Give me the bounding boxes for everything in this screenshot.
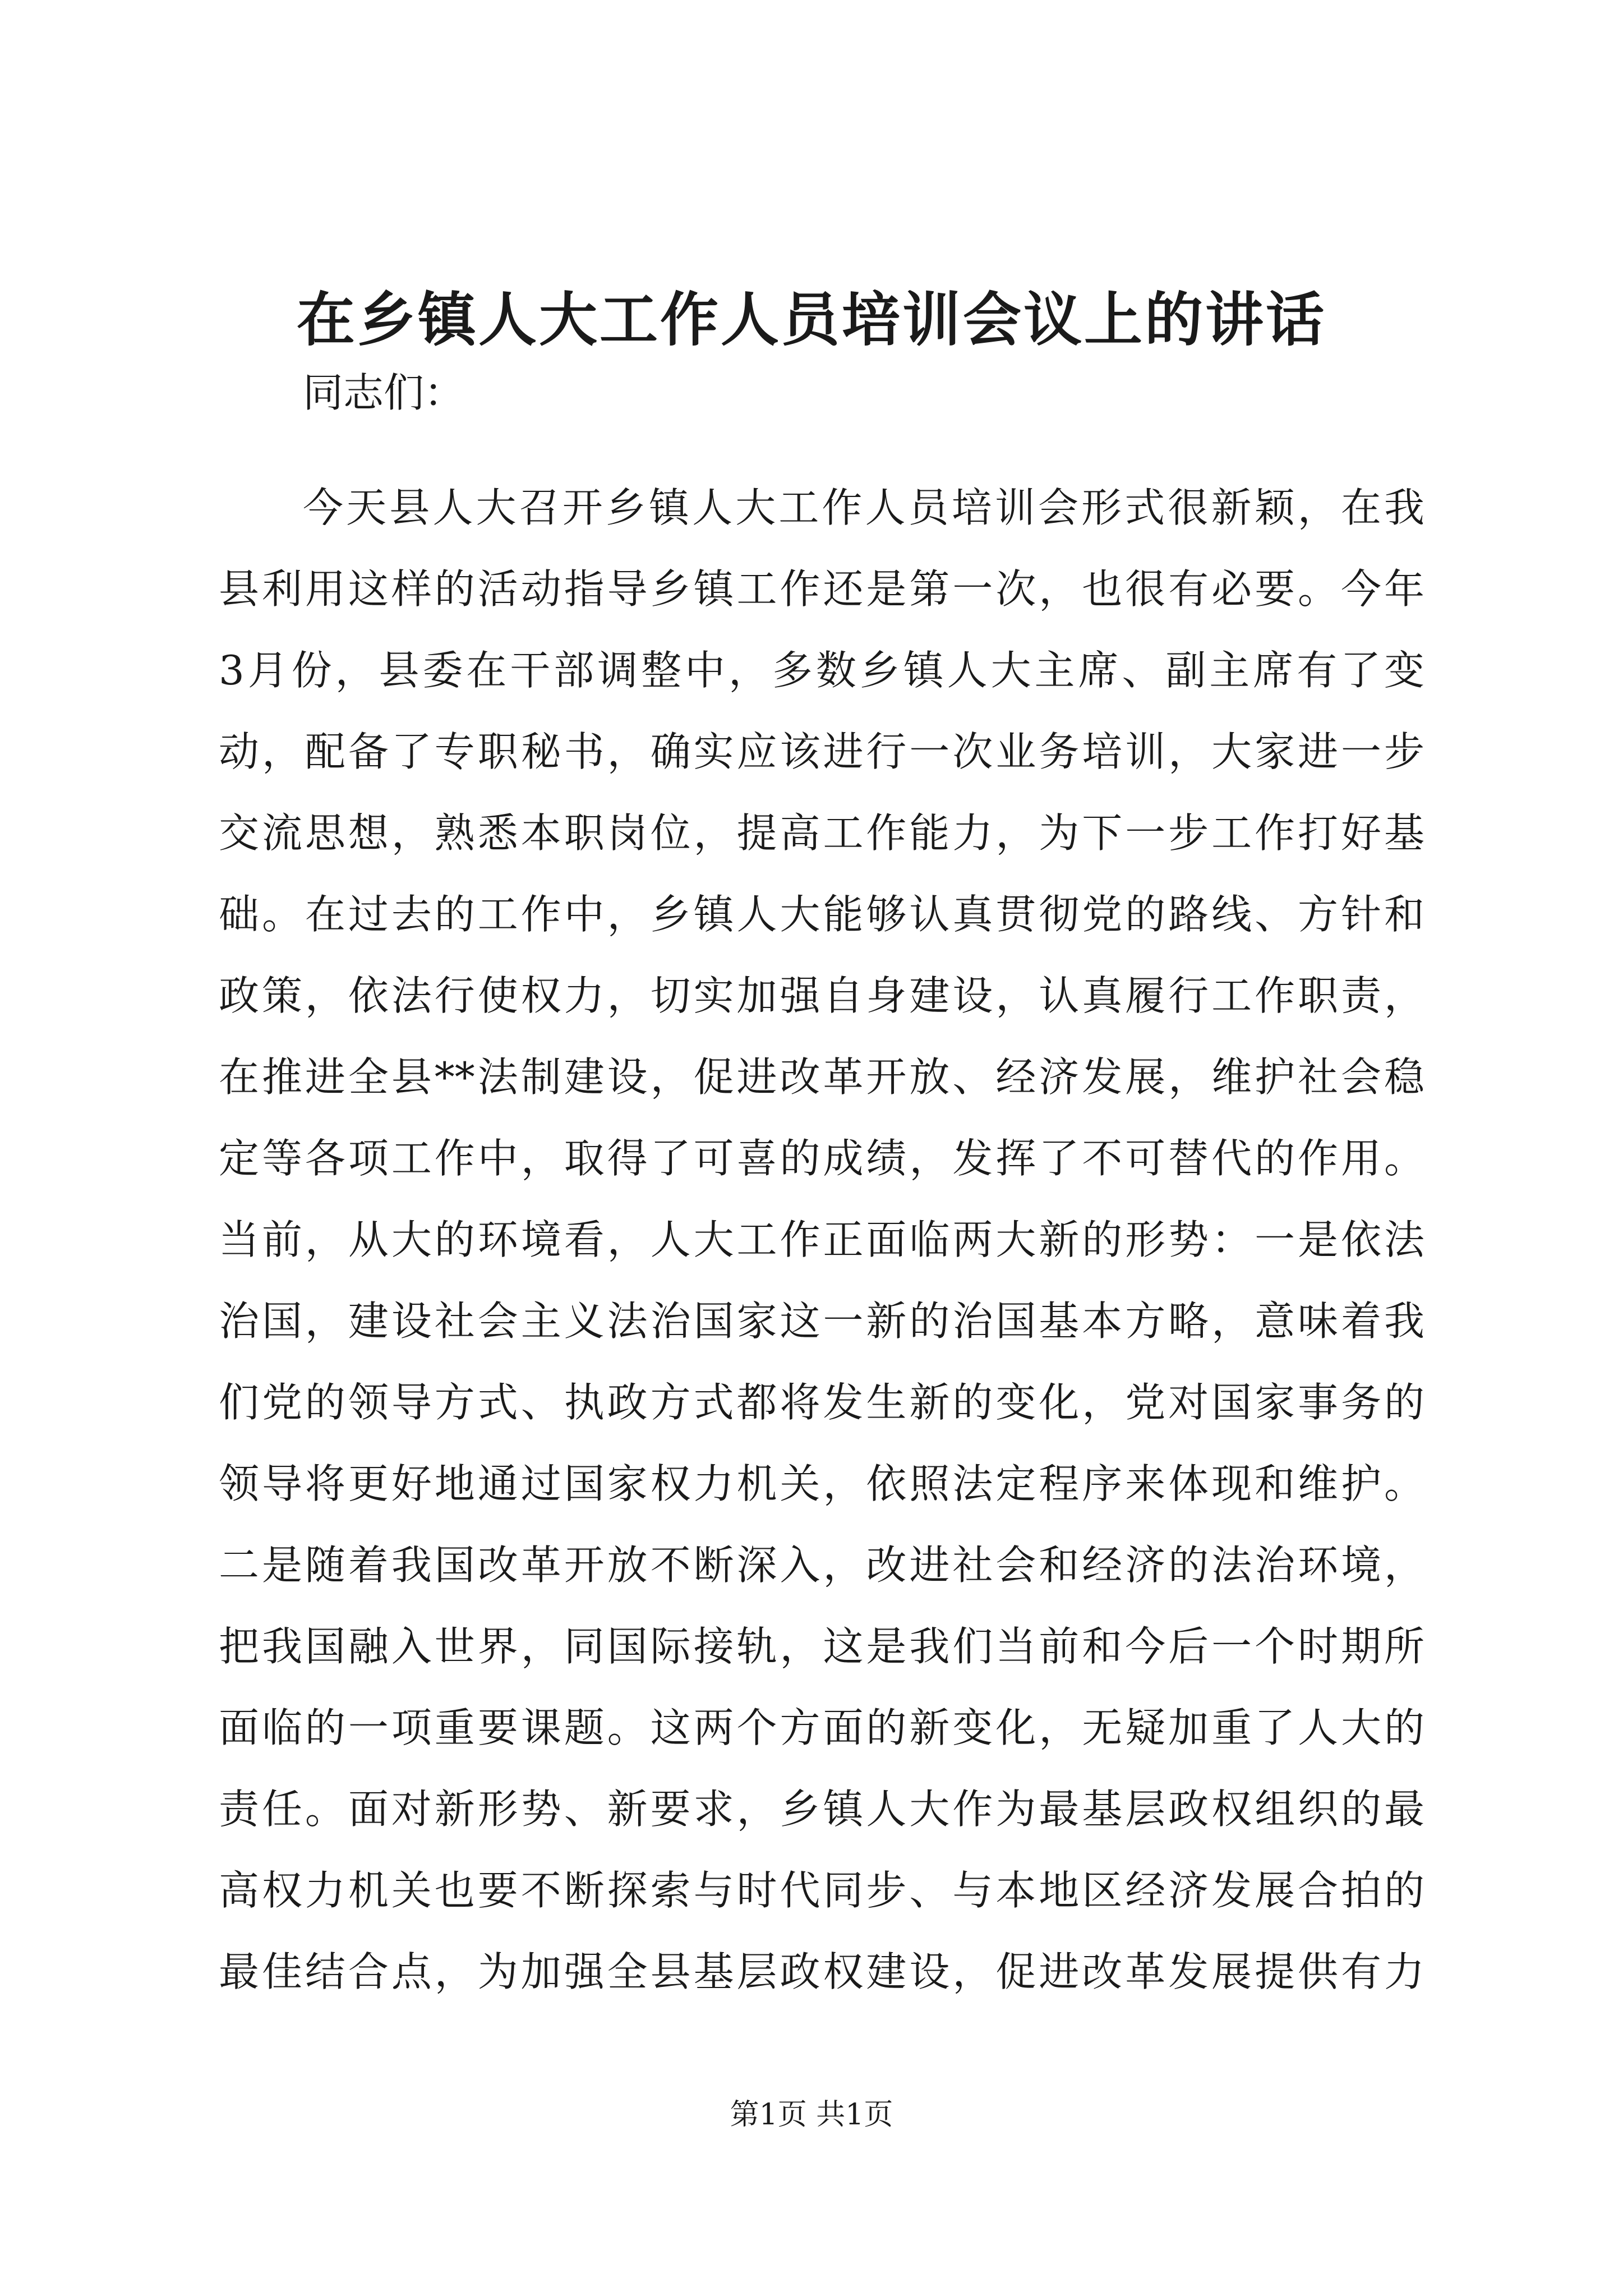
body-line: 治国，建设社会主义法治国家这一新的治国基本方略，意味着我: [219, 1297, 1424, 1345]
body-line: 今天县人大召开乡镇人大工作人员培训会形式很新颖，在我: [303, 484, 1424, 531]
salutation: 同志们：: [303, 369, 465, 416]
body-line: 二是随着我国改革开放不断深入，改进社会和经济的法治环境，: [219, 1542, 1424, 1589]
body-line: 把我国融入世界，同国际接轨，这是我们当前和今后一个时期所: [219, 1623, 1424, 1670]
body-line: 3月份，县委在干部调整中，多数乡镇人大主席、副主席有了变: [219, 647, 1424, 694]
body-line: 面临的一项重要课题。这两个方面的新变化，无疑加重了人大的: [219, 1704, 1424, 1751]
body-line: 们党的领导方式、执政方式都将发生新的变化，党对国家事务的: [219, 1379, 1424, 1426]
page-number-footer: 第1页 共1页: [730, 2098, 893, 2132]
body-line: 县利用这样的活动指导乡镇工作还是第一次，也很有必要。今年: [219, 565, 1424, 613]
body-line: 责任。面对新形势、新要求，乡镇人大作为最基层政权组织的最: [219, 1786, 1424, 1833]
body-line: 交流思想，熟悉本职岗位，提高工作能力，为下一步工作打好基: [219, 809, 1424, 857]
body-line: 高权力机关也要不断探索与时代同步、与本地区经济发展合拍的: [219, 1867, 1424, 1914]
body-line: 领导将更好地通过国家权力机关，依照法定程序来体现和维护。: [219, 1460, 1424, 1507]
body-line: 当前，从大的环境看，人大工作正面临两大新的形势：一是依法: [219, 1216, 1424, 1263]
body-line: 在推进全县**法制建设，促进改革开放、经济发展，维护社会稳: [219, 1053, 1424, 1101]
document-title: 在乡镇人大工作人员培训会议上的讲话: [296, 285, 1326, 354]
body-line: 础。在过去的工作中，乡镇人大能够认真贯彻党的路线、方针和: [219, 891, 1424, 938]
body-line: 动，配备了专职秘书，确实应该进行一次业务培训，大家进一步: [219, 728, 1424, 775]
body-line: 最佳结合点，为加强全县基层政权建设，促进改革发展提供有力: [219, 1948, 1424, 1995]
body-line: 政策，依法行使权力，切实加强自身建设，认真履行工作职责，: [219, 972, 1424, 1019]
body-line: 定等各项工作中，取得了可喜的成绩，发挥了不可替代的作用。: [219, 1135, 1424, 1182]
